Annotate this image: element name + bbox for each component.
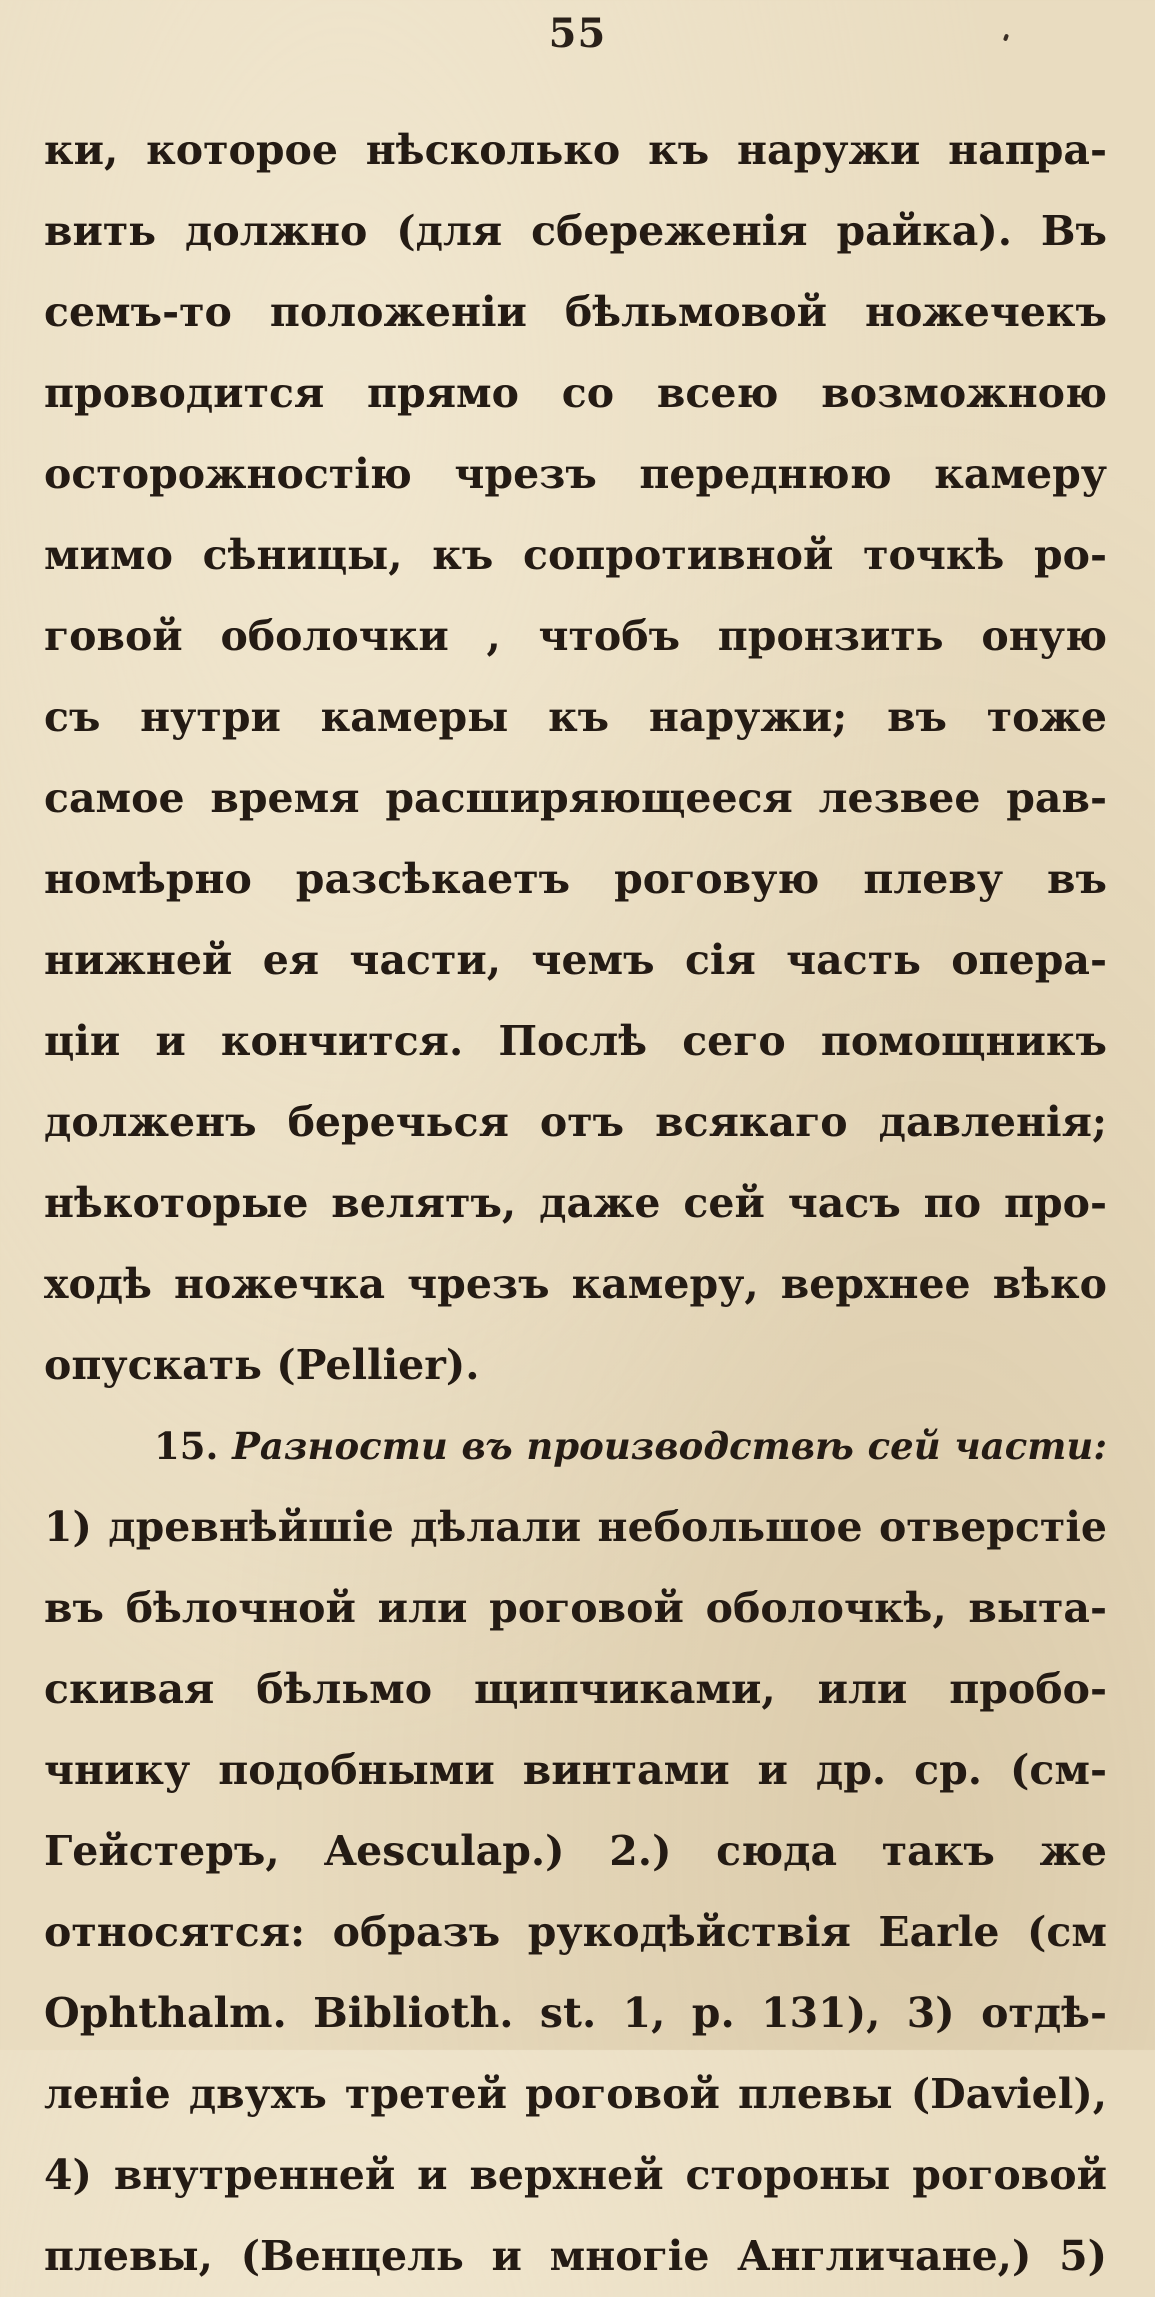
text-line: ходѣ ножечка чрезъ камеру, верхнее вѣко [44,1260,1107,1308]
text-line: плевы, (Венцель и многіе Англичане,) 5) [44,2232,1107,2280]
text-line: съ нутри камеры къ наружи; въ тоже [44,693,1107,741]
text-line: нѣкоторые велятъ, даже сей часъ по про- [44,1179,1107,1227]
text-line: семъ-то положеніи бѣльмовой ножечекъ [44,288,1107,336]
text-line: номѣрно разсѣкаетъ роговую плеву въ [44,855,1107,903]
text-line: скивая бѣльмо щипчиками, или пробо- [44,1665,1107,1713]
page-text [44,110,1107,2297]
text-line: леніе двухъ третей роговой плевы (Daviel), [44,2070,1107,2118]
text-line: проводится прямо со всею возможною [44,369,1107,417]
text-line: опускать (Pellier). [44,1341,480,1389]
text-line: говой оболочки , чтобъ пронзить оную [44,612,1107,660]
text-line: Гейстеръ, Aesculap.) 2.) сюда такъ же [44,1827,1107,1875]
section-heading: Разности въ производствѣ сей части: [232,1424,1107,1468]
text-line: мимо сѣницы, къ сопротивной точкѣ ро- [44,531,1107,579]
text-line: чнику подобными винтами и др. ср. (см- [44,1746,1107,1794]
text-line: 1) древнѣйшіе дѣлали небольшое отверстіе [44,1503,1107,1551]
text-line: самое время расширяющееся лезвее рав- [44,774,1107,822]
text-line: вить должно (для сбереженія райка). Въ [44,207,1107,255]
text-line: осторожностію чрезъ переднюю камеру [44,450,1107,498]
text-line: относятся: образъ рукодѣйствія Earle (см [44,1908,1107,1956]
text-line: ціи и кончится. Послѣ сего помощникъ [44,1017,1107,1065]
text-line: долженъ беречься отъ всякаго давленія; [44,1098,1107,1146]
text-line: 4) внутренней и верхней стороны роговой [44,2151,1107,2199]
text-line: въ бѣлочной или роговой оболочкѣ, выта- [44,1584,1107,1632]
page-number: 55 [548,10,607,57]
text-line: нижней ея части, чемъ сія часть опера- [44,936,1107,984]
text-line: Ophthalm. Biblioth. st. 1, p. 131), 3) отдѣ- [44,1989,1107,2037]
text-line: ки, которое нѣсколько къ наружи напра- [44,126,1107,174]
section-number: 15. [154,1424,219,1468]
section-heading-line [44,1406,1107,1487]
